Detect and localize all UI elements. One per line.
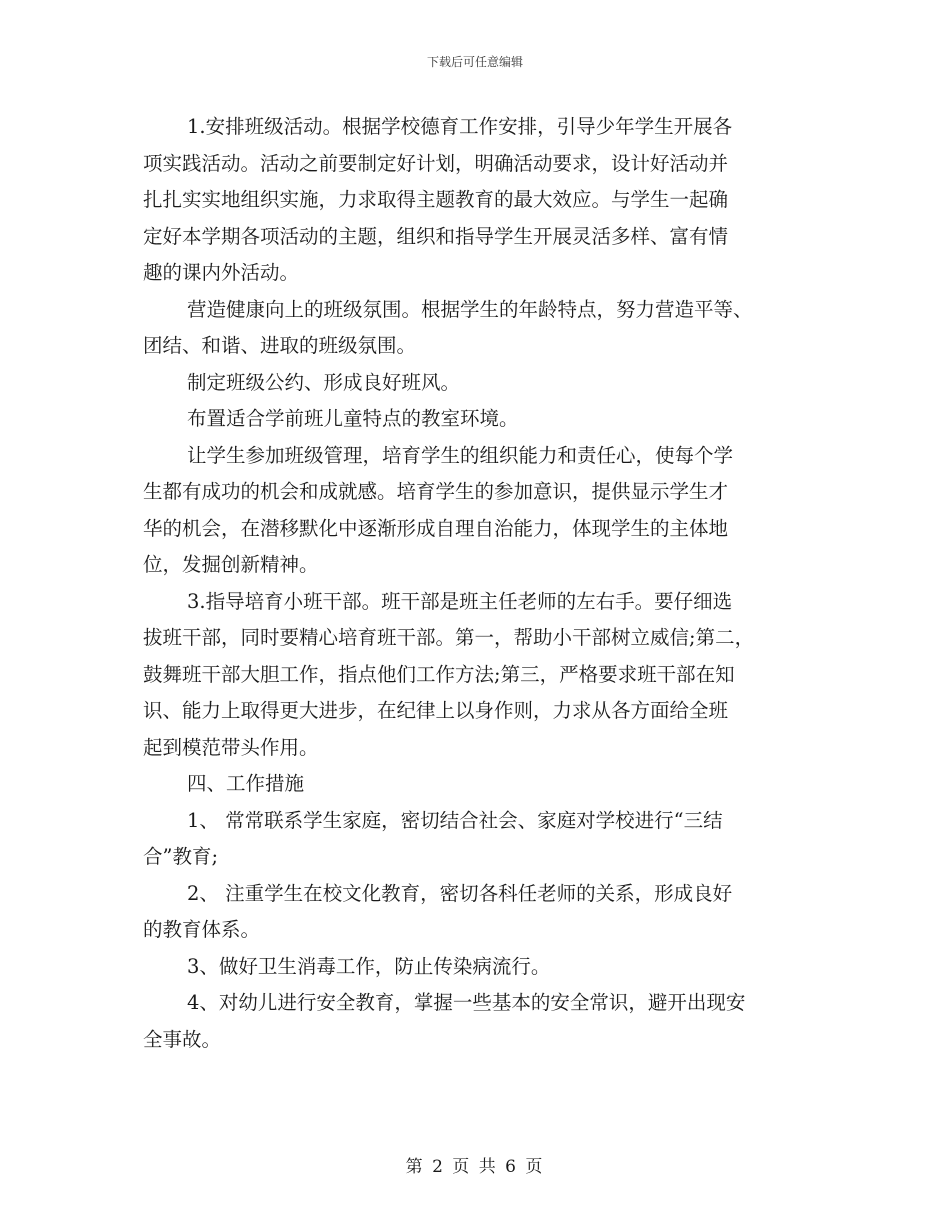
paragraph xyxy=(143,109,807,292)
text-line: 扎扎实实地组织实施，力求取得主题教育的最大效应。与学生一起确 xyxy=(143,188,729,211)
paragraph xyxy=(143,365,807,402)
page-number: 第 2 页 共 6 页 xyxy=(405,1157,545,1177)
text-line: 鼓舞班干部大胆工作，指点他们工作方法;第三，严格要求班干部在知 xyxy=(143,662,735,686)
text-line: 趣的课内外活动。 xyxy=(143,261,300,284)
paragraph xyxy=(143,584,807,767)
text-line: 1、 常常联系学生家庭，密切结合社会、家庭对学校进行“三结 xyxy=(187,808,723,832)
section-heading xyxy=(143,766,807,803)
text-line: 4、对幼儿进行安全教育，掌握一些基本的安全常识，避开出现安 xyxy=(187,991,746,1014)
paragraph xyxy=(143,401,807,438)
text-line: 制定班级公约、形成良好班风。 xyxy=(187,370,461,394)
text-line: 拔班干部，同时要精心培育班干部。第一，帮助小干部树立威信;第二， xyxy=(143,626,755,649)
text-line: 合”教育; xyxy=(143,845,219,868)
paragraph xyxy=(143,292,807,365)
text-line: 1.安排班级活动。根据学校德育工作安排，引导少年学生开展各 xyxy=(187,115,733,138)
paragraph xyxy=(143,438,807,584)
text-line: 让学生参加班级管理，培育学生的组织能力和责任心，使每个学 xyxy=(187,443,734,467)
text-line: 的教育体系。 xyxy=(143,918,261,941)
text-line: 3、做好卫生消毒工作，防止传染病流行。 xyxy=(187,954,551,978)
text-line: 项实践活动。活动之前要制定好计划，明确活动要求，设计好活动并 xyxy=(143,151,729,175)
text-line: 起到模范带头作用。 xyxy=(143,735,319,759)
text-line: 定好本学期各项活动的主题，组织和指导学生开展灵活多样、富有情 xyxy=(143,224,729,248)
text-line: 华的机会，在潜移默化中逐渐形成自理自治能力，体现学生的主体地 xyxy=(143,516,729,540)
text-line: 布置适合学前班儿童特点的教室环境。 xyxy=(187,407,519,430)
text-line: 识、能力上取得更大进步，在纪律上以身作则，力求从各方面给全班 xyxy=(143,699,729,722)
page-header: 下载后可任意编辑 xyxy=(426,55,523,69)
text-line: 全事故。 xyxy=(143,1027,222,1051)
text-line: 2、 注重学生在校文化教育，密切各科任老师的关系，形成良好 xyxy=(187,881,733,905)
document-body xyxy=(143,109,807,1058)
paragraph xyxy=(143,876,807,949)
text-line: 营造健康向上的班级氛围。根据学生的年龄特点，努力营造平等、 xyxy=(187,297,753,321)
text-line: 位，发掘创新精神。 xyxy=(143,553,319,576)
text-line: 四、工作措施 xyxy=(187,772,305,795)
text-line: 生都有成功的机会和成就感。培育学生的参加意识，提供显示学生才 xyxy=(143,480,729,503)
paragraph xyxy=(143,803,807,876)
text-line: 3.指导培育小班干部。班干部是班主任老师的左右手。要仔细选 xyxy=(187,589,733,613)
paragraph xyxy=(143,949,807,986)
paragraph xyxy=(143,985,807,1058)
text-line: 团结、和谐、进取的班级氛围。 xyxy=(143,334,417,357)
